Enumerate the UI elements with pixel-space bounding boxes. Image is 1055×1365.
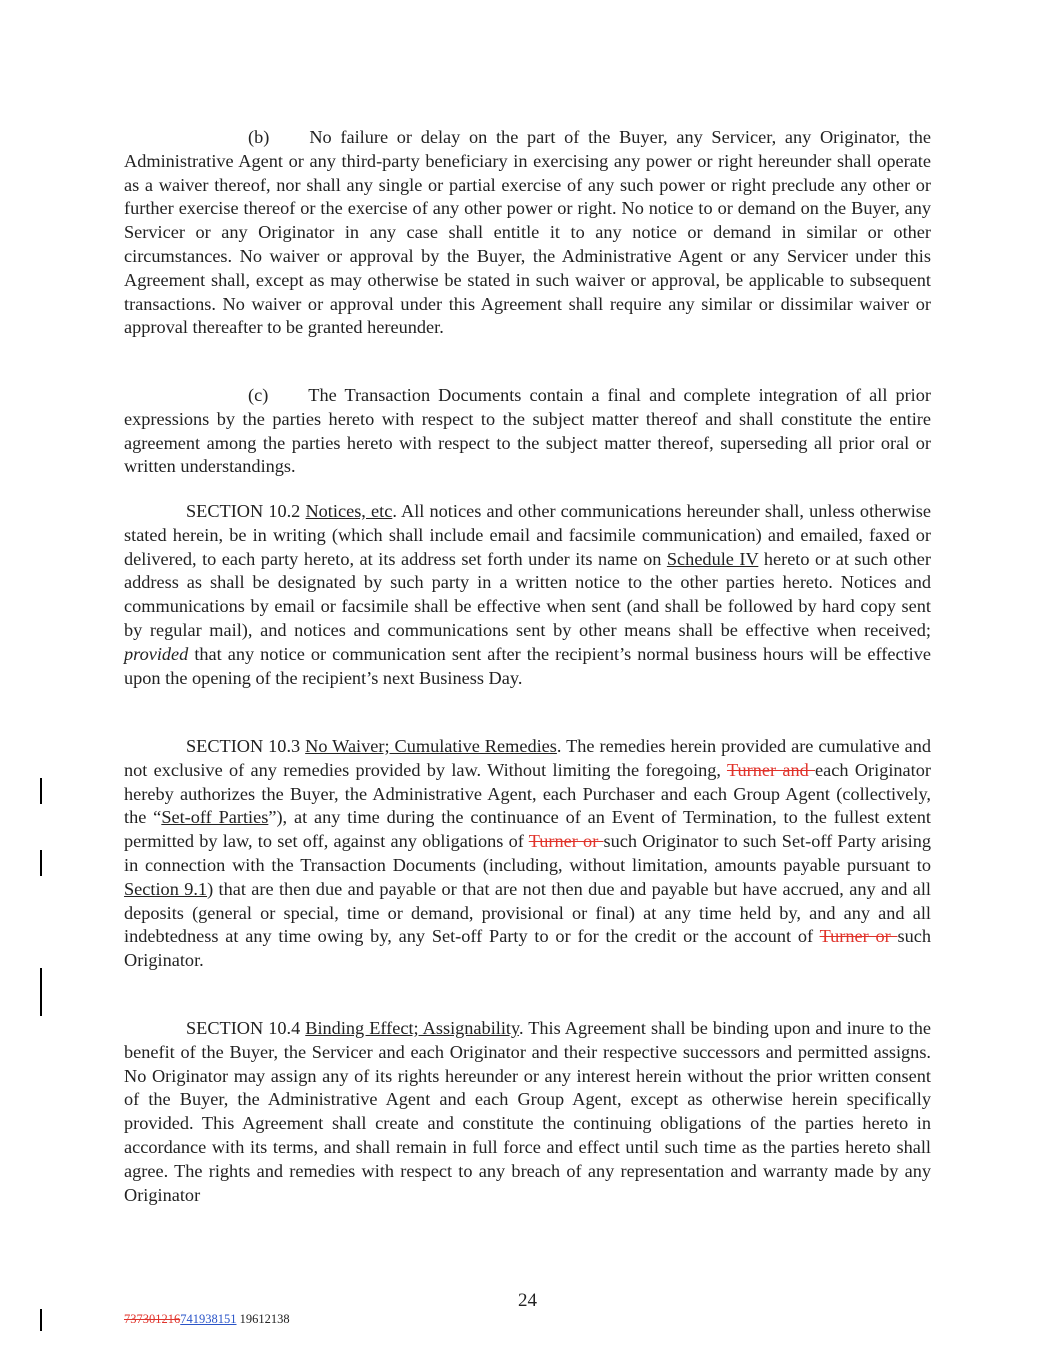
section-10-2-text-1: . All notices and other communications hereunder shall, unless otherwise stated herein, be in writing (which shall include email and facsimile communication) and emailed, faxed or delivered, to each party hereto, at its address set forth under its name on — [124, 501, 931, 569]
section-10-3-heading: No Waiver; Cumulative Remedies — [305, 736, 557, 756]
section-10-2-number: SECTION 10.2 — [186, 501, 301, 521]
section-10-3-number: SECTION 10.3 — [186, 736, 301, 756]
section-10-3-text-4: such Originator to such Set-off Party arising in connection with the Transaction Documents (including, without limitation, amounts payable pursuant to — [124, 831, 931, 875]
section-10-3 — [124, 735, 931, 973]
section-10-3-text-2: each Originator hereby authorizes the Buyer, the Administrative Agent, each Purchaser and each Group Agent (collectively, the “ — [124, 759, 931, 828]
section-9-1-reference: Section 9.1 — [124, 878, 208, 899]
section-10-2-text-2: hereto or at such other address as shall be designated by such party in a written notice to the other parties hereto. Notices and communications by email or facsimile shall be effective when sent (and shall be followed by hard copy sent by regular mail), and notices and communications sent by other means shall be effective when received; — [124, 548, 931, 640]
deleted-text: Turner and — [726, 759, 816, 780]
section-10-4 — [124, 1017, 931, 1207]
footer-doc-id — [124, 1312, 290, 1327]
section-10-3-text-5: ) that are then due and payable or that are not then due and payable but have accrued, any and all deposits (general or special, time or demand, provisional or final) at any time held by, and any and all indebtedness at any time owing by, any Set-off Party to or for the credit or the account of — [124, 878, 931, 947]
paragraph-b-text: No failure or delay on the part of the Buyer, any Servicer, any Originator, the Administrative Agent or any third-party beneficiary in exercising any power or right hereunder shall operate as a waiver thereof, nor shall any single or partial exercise of any such power or right preclude any other or further exercise thereof or the exercise of any other power or right. No notice to or demand on the Buyer, any Servicer or any Originator in any case shall entitle it to any notice or demand in similar or other circumstances. No waiver or approval by the Buyer, the Administrative Agent or any Servicer under this Agreement shall, except as may otherwise be stated in such waiver or approval, be applicable to subsequent transactions. No waiver or approval under this Agreement shall require any similar or dissimilar waiver or approval thereafter to be granted hereunder. — [124, 127, 931, 338]
section-10-3-text-1: . The remedies herein provided are cumulative and not exclusive of any remedies provided by law. Without limiting the foregoing, — [124, 736, 931, 780]
paragraph-c-text: The Transaction Documents contain a final and complete integration of all prior expressions by the parties hereto with respect to the subject matter thereof and shall constitute the entire agreement among the parties hereto with respect to the subject matter thereof, superseding all prior oral or written understandings. — [124, 385, 931, 477]
section-10-4-text-1: . This Agreement shall be binding upon and inure to the benefit of the Buyer, the Servicer and each Originator and their respective successors and permitted assigns. No Originator may assign any of its rights hereunder or any interest herein without the prior written consent of the Buyer, the Administrative Agent and each Group Agent, except as otherwise herein specifically provided. This Agreement shall create and constitute the continuing obligations of the parties hereto in accordance with its terms, and shall remain in full force and effect until such time as the parties hereto shall agree. The rights and remedies with respect to any breach of any representation and warranty made by any Originator — [124, 1018, 931, 1205]
footer-inserted-id: 741938151 — [180, 1312, 237, 1326]
change-bar — [40, 850, 42, 876]
change-bar — [40, 778, 42, 804]
paragraph-c-label: (c) — [248, 385, 269, 405]
paragraph-c — [124, 384, 931, 479]
section-10-2 — [124, 500, 931, 690]
section-10-3-text-6: such Originator. — [124, 926, 931, 971]
section-10-2-text-3: that any notice or communication sent after the recipient’s normal business hours will be effective upon the opening of the recipient’s next Business Day. — [124, 643, 931, 688]
change-bar — [40, 1309, 42, 1331]
footer-deleted-id: 737301216 — [124, 1312, 181, 1326]
page-number: 24 — [518, 1290, 537, 1311]
set-off-parties-term: Set-off Parties — [161, 807, 269, 828]
section-10-4-heading: Binding Effect; Assignability — [305, 1018, 519, 1038]
section-10-4-number: SECTION 10.4 — [186, 1018, 301, 1038]
deleted-text: Turner or — [819, 926, 898, 947]
footer-document-number: 19612138 — [236, 1312, 290, 1326]
section-10-3-text-3: ”), at any time during the continuance of an Event of Termination, to the fullest extent permitted by law, to set off, against any obligations of — [124, 807, 931, 852]
change-bar — [40, 968, 42, 1016]
schedule-iv-reference: Schedule IV — [666, 548, 759, 569]
paragraph-b-label: (b) — [248, 127, 270, 147]
provided-term: provided — [124, 643, 189, 664]
deleted-text: Turner or — [528, 831, 604, 852]
section-10-2-heading: Notices, etc — [305, 501, 393, 521]
paragraph-b — [124, 126, 931, 340]
